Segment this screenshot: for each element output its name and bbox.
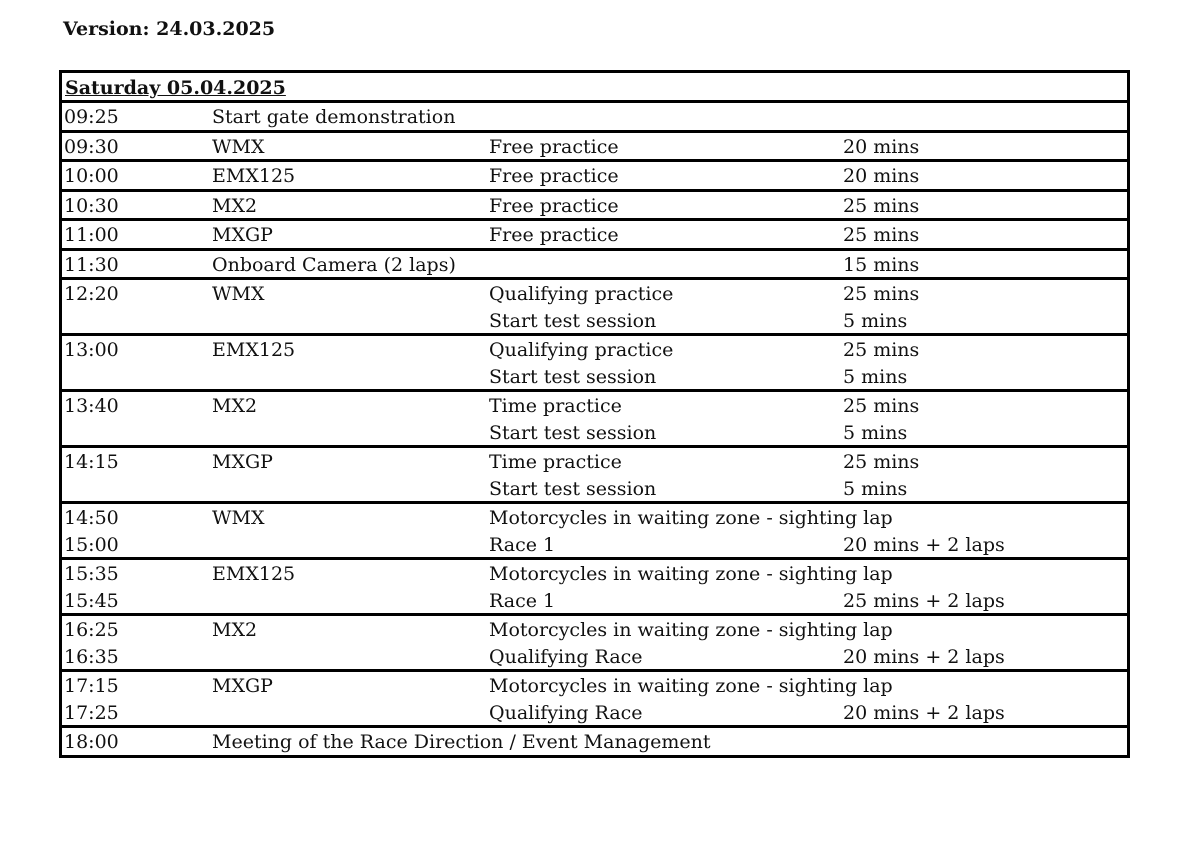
duration-cell: 20 mins	[843, 135, 920, 158]
class-cell: WMX	[212, 283, 265, 305]
session-cell: Qualifying Race	[489, 645, 643, 668]
schedule-line	[62, 699, 1127, 726]
duration-cell: 5 mins	[843, 477, 908, 500]
session-cell: Motorcycles in waiting zone - sighting lap	[489, 563, 893, 585]
schedule-line	[62, 531, 1127, 558]
time-cell: 11:30	[64, 253, 119, 276]
class-cell: MX2	[212, 395, 258, 417]
time-cell: 15:35	[64, 563, 119, 585]
schedule-line	[62, 448, 1127, 475]
schedule-line	[62, 475, 1127, 502]
duration-cell: 20 mins + 2 laps	[843, 533, 1005, 556]
version-label: Version: 24.03.2025	[63, 18, 276, 40]
schedule-line	[62, 672, 1127, 699]
schedule-row-group	[62, 560, 1127, 616]
schedule-row-group	[62, 133, 1127, 163]
class-cell: Onboard Camera (2 laps)	[212, 253, 456, 276]
duration-cell: 15 mins	[843, 253, 920, 276]
time-cell: 16:25	[64, 619, 119, 641]
time-cell: 10:00	[64, 165, 119, 187]
schedule-row-group	[62, 672, 1127, 728]
schedule-row-group	[62, 392, 1127, 448]
class-cell: EMX125	[212, 165, 296, 187]
session-cell: Free practice	[489, 224, 619, 246]
schedule-line	[62, 103, 1127, 130]
time-cell: 09:30	[64, 135, 119, 158]
session-cell: Free practice	[489, 165, 619, 187]
class-cell: Start gate demonstration	[212, 106, 456, 128]
session-cell: Race 1	[489, 533, 556, 556]
time-cell: 16:35	[64, 645, 119, 668]
duration-cell: 5 mins	[843, 309, 908, 332]
duration-cell: 5 mins	[843, 365, 908, 388]
session-cell: Race 1	[489, 589, 556, 612]
schedule-table	[59, 70, 1130, 758]
class-cell: EMX125	[212, 563, 296, 585]
session-cell: Time practice	[489, 395, 622, 417]
duration-cell: 5 mins	[843, 421, 908, 444]
schedule-line	[62, 280, 1127, 307]
schedule-row-group	[62, 280, 1127, 336]
session-cell: Motorcycles in waiting zone - sighting lap	[489, 619, 893, 641]
schedule-line	[62, 643, 1127, 670]
class-cell: WMX	[212, 135, 265, 158]
class-cell: MX2	[212, 194, 258, 217]
time-cell: 12:20	[64, 283, 119, 305]
duration-cell: 25 mins	[843, 283, 920, 305]
time-cell: 09:25	[64, 106, 119, 128]
schedule-line	[62, 560, 1127, 587]
session-cell: Qualifying practice	[489, 339, 674, 361]
duration-cell: 25 mins	[843, 451, 920, 473]
class-cell: MXGP	[212, 451, 273, 473]
duration-cell: 25 mins + 2 laps	[843, 589, 1005, 612]
schedule-line	[62, 221, 1127, 248]
schedule-line	[62, 392, 1127, 419]
duration-cell: 25 mins	[843, 339, 920, 361]
duration-cell: 25 mins	[843, 395, 920, 417]
session-cell: Start test session	[489, 421, 657, 444]
session-cell: Motorcycles in waiting zone - sighting lap	[489, 675, 893, 697]
class-cell: MX2	[212, 619, 258, 641]
session-cell: Time practice	[489, 451, 622, 473]
schedule-row-group	[62, 251, 1127, 281]
day-title: Saturday 05.04.2025	[62, 73, 1127, 103]
duration-cell: 25 mins	[843, 194, 920, 217]
schedule-line	[62, 419, 1127, 446]
schedule-groups	[62, 103, 1127, 755]
schedule-line	[62, 504, 1127, 531]
time-cell: 10:30	[64, 194, 119, 217]
schedule-line	[62, 336, 1127, 363]
time-cell: 18:00	[64, 731, 119, 753]
time-cell: 13:00	[64, 339, 119, 361]
schedule-line	[62, 133, 1127, 160]
session-cell: Start test session	[489, 365, 657, 388]
time-cell: 15:00	[64, 533, 119, 556]
time-cell: 17:15	[64, 675, 119, 697]
schedule-line	[62, 363, 1127, 390]
schedule-line	[62, 616, 1127, 643]
session-cell: Qualifying practice	[489, 283, 674, 305]
class-cell: Meeting of the Race Direction / Event Management	[212, 731, 711, 753]
schedule-row-group	[62, 504, 1127, 560]
class-cell: MXGP	[212, 675, 273, 697]
schedule-row-group	[62, 616, 1127, 672]
session-cell: Start test session	[489, 477, 657, 500]
schedule-line	[62, 587, 1127, 614]
duration-cell: 20 mins + 2 laps	[843, 701, 1005, 724]
class-cell: WMX	[212, 507, 265, 529]
schedule-line	[62, 192, 1127, 219]
schedule-line	[62, 251, 1127, 278]
session-cell: Free practice	[489, 135, 619, 158]
class-cell: MXGP	[212, 224, 273, 246]
time-cell: 13:40	[64, 395, 119, 417]
schedule-line	[62, 307, 1127, 334]
schedule-row-group	[62, 728, 1127, 755]
schedule-row-group	[62, 336, 1127, 392]
schedule-row-group	[62, 192, 1127, 222]
schedule-line	[62, 728, 1127, 755]
schedule-row-group	[62, 221, 1127, 251]
schedule-row-group	[62, 448, 1127, 504]
session-cell: Qualifying Race	[489, 701, 643, 724]
session-cell: Start test session	[489, 309, 657, 332]
schedule-line	[62, 162, 1127, 189]
session-cell: Motorcycles in waiting zone - sighting lap	[489, 507, 893, 529]
duration-cell: 20 mins	[843, 165, 920, 187]
session-cell: Free practice	[489, 194, 619, 217]
duration-cell: 25 mins	[843, 224, 920, 246]
time-cell: 11:00	[64, 224, 119, 246]
time-cell: 15:45	[64, 589, 119, 612]
time-cell: 14:15	[64, 451, 119, 473]
schedule-row-group	[62, 162, 1127, 192]
schedule-row-group	[62, 103, 1127, 133]
duration-cell: 20 mins + 2 laps	[843, 645, 1005, 668]
time-cell: 14:50	[64, 507, 119, 529]
time-cell: 17:25	[64, 701, 119, 724]
class-cell: EMX125	[212, 339, 296, 361]
